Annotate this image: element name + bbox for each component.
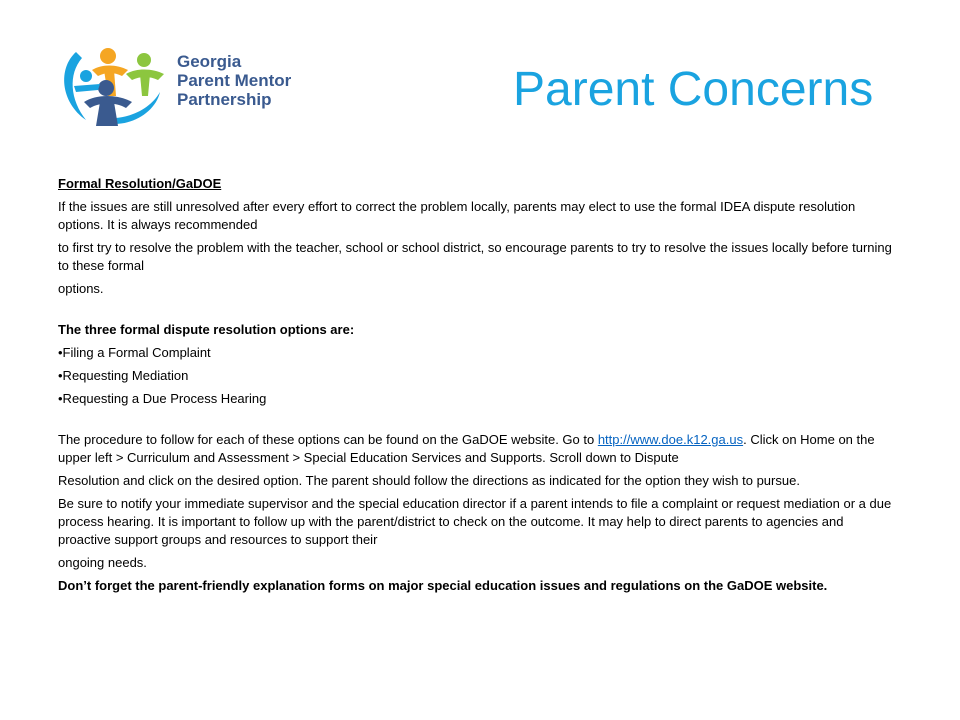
main-content <box>58 175 898 600</box>
spacer <box>58 413 898 431</box>
logo-line-2: Parent Mentor <box>177 71 292 90</box>
logo-line-1: Georgia <box>177 52 242 71</box>
logo-wordmark <box>177 52 291 109</box>
logo <box>56 40 301 130</box>
section-heading: Formal Resolution/GaDOE <box>58 176 222 191</box>
logo-line-3: Partnership <box>177 90 272 109</box>
procedure-text-before: The procedure to follow for each of these options can be found on the GaDOE website. Go to <box>58 432 598 447</box>
paragraph-3: options. <box>58 281 104 296</box>
paragraph-5: Resolution and click on the desired option. The parent should follow the directions as indicated for the option they wish to pursue. <box>58 473 800 488</box>
paragraph-2: to first try to resolve the problem with the teacher, school or school district, so encourage parents to try to resolve the issues locally before turning to these formal <box>58 240 892 273</box>
paragraph-1: If the issues are still unresolved after every effort to correct the problem locally, parents may elect to use the formal IDEA dispute resolution options. It is always recommended <box>58 199 856 232</box>
spacer <box>58 303 898 321</box>
options-heading: The three formal dispute resolution options are: <box>58 322 355 337</box>
option-item: •Requesting Mediation <box>58 368 189 383</box>
logo-figures-icon <box>56 40 174 130</box>
option-item: •Filing a Formal Complaint <box>58 345 211 360</box>
procedure-text-after: . Click on Home on the upper left > Curriculum and Assessment > Special Education Services and Supports. Scroll down to Dispute <box>58 432 875 465</box>
closing-note: Don’t forget the parent-friendly explanation forms on major special education issues and regulations on the GaDOE website. <box>58 578 828 593</box>
option-item: •Requesting a Due Process Hearing <box>58 391 267 406</box>
procedure-paragraph <box>58 431 898 467</box>
paragraph-6: Be sure to notify your immediate supervisor and the special education director if a parent intends to file a complaint or request mediation or a due process hearing. It is important to follow up with the parent/district to check on the outcome. It may help to direct parents to agencies and proactive support groups and resources to support their <box>58 496 892 547</box>
page-title: Parent Concerns <box>513 63 874 116</box>
paragraph-7: ongoing needs. <box>58 555 147 570</box>
gadoe-website-link[interactable]: http://www.doe.k12.ga.us <box>597 432 744 447</box>
